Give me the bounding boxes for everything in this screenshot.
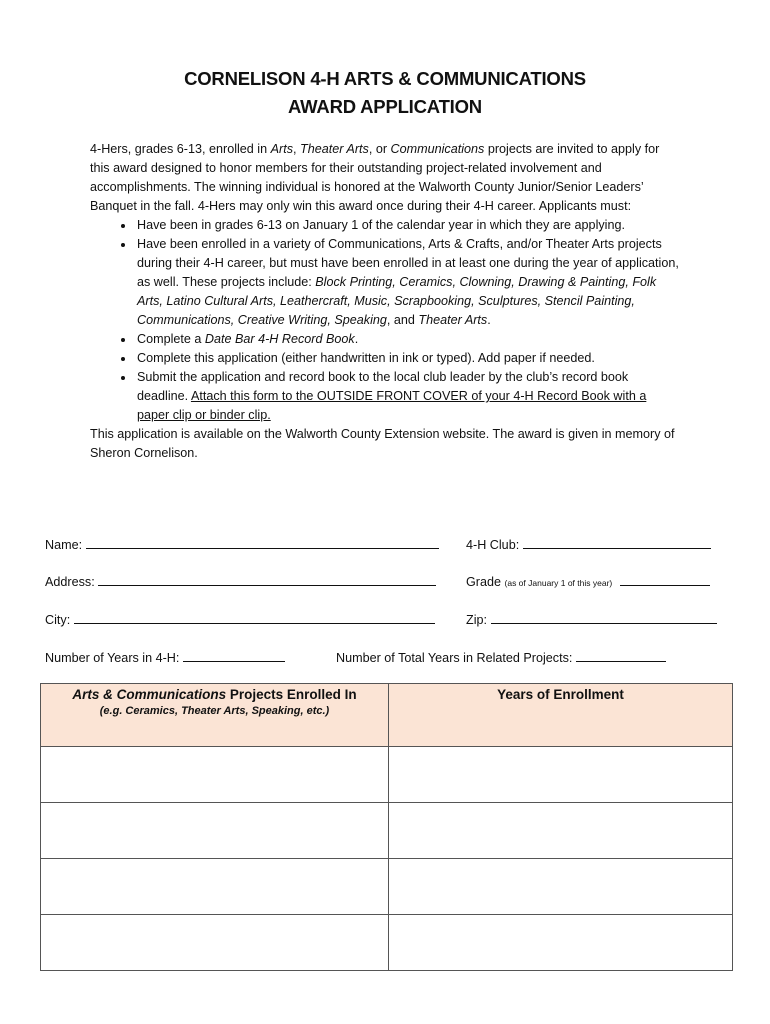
city-label: City: [45, 613, 71, 627]
years-column-header: Years of Enrollment [389, 684, 733, 747]
table-row [41, 803, 733, 859]
project-cell[interactable] [41, 915, 389, 971]
attach-instruction: Attach this form to the OUTSIDE FRONT COVER of your 4-H Record Book with a paper clip or binder clip. [137, 389, 647, 422]
zip-blank[interactable] [491, 611, 717, 624]
zip-label: Zip: [466, 613, 487, 627]
grade-note: (as of January 1 of this year) [504, 578, 613, 588]
name-blank[interactable] [86, 536, 439, 549]
requirement-item: • Complete a Date Bar 4-H Record Book. [135, 330, 680, 349]
table-header-row [41, 684, 733, 747]
projects-column-example: (e.g. Ceramics, Theater Arts, Speaking, etc.) [99, 705, 330, 717]
table-row [41, 859, 733, 915]
years-cell[interactable] [389, 859, 733, 915]
total-years-field [336, 649, 666, 665]
intro-paragraph: 4-Hers, grades 6-13, enrolled in Arts, Theater Arts, or Communications projects are invited to apply for this award designed to honor members for their outstanding project-related involvement and accomplishments. The winning individual is honored at the Walworth County Junior/Senior Leaders’ Banquet in the fall. 4-Hers may only win this award once during their 4-H career. Applicants must: [90, 142, 660, 213]
name-label: Name: [45, 538, 83, 552]
years-cell[interactable] [389, 747, 733, 803]
project-cell[interactable] [41, 859, 389, 915]
instructions [90, 140, 680, 463]
table-row [41, 747, 733, 803]
requirements-list [90, 216, 680, 425]
project-cell[interactable] [41, 747, 389, 803]
city-field [45, 611, 435, 627]
requirement-item: • Have been enrolled in a variety of Communications, Arts & Crafts, and/or Theater Arts projects during their 4-H career, but must have been enrolled in at least one during the year of application, as well. These projects include: Block Printing, Ceramics, Clowning, Drawing & Painting, Folk Arts, Latino Cultural Arts, Leathercraft, Music, Scrapbooking, Sculptures, Stencil Painting, Communications, Creative Writing, Speaking, and Theater Arts. [135, 235, 680, 330]
title-line-1: CORNELISON 4-H ARTS & COMMUNICATIONS [184, 68, 586, 89]
grade-field [466, 573, 710, 589]
city-blank[interactable] [74, 611, 435, 624]
requirement-item: • Complete this application (either handwritten in ink or typed). Add paper if needed. [135, 349, 680, 368]
years-field [45, 649, 285, 665]
title-line-2: AWARD APPLICATION [288, 96, 482, 117]
years-blank[interactable] [183, 649, 285, 662]
closing-paragraph: This application is available on the Walworth County Extension website. The award is given in memory of Sheron Cornelison. [90, 427, 675, 460]
club-field [466, 536, 711, 552]
zip-field [466, 611, 717, 627]
projects-table [40, 683, 733, 971]
years-cell[interactable] [389, 803, 733, 859]
name-field [45, 536, 439, 552]
address-blank[interactable] [98, 573, 436, 586]
club-blank[interactable] [523, 536, 711, 549]
project-cell[interactable] [41, 803, 389, 859]
requirement-item: • Have been in grades 6-13 on January 1 of the calendar year in which they are applying. [135, 216, 680, 235]
address-label: Address: [45, 575, 95, 589]
projects-column-header: Arts & Communications Projects Enrolled In (e.g. Ceramics, Theater Arts, Speaking, etc.) [41, 684, 389, 747]
grade-blank[interactable] [620, 573, 710, 586]
years-label: Number of Years in 4-H: [45, 651, 180, 665]
years-cell[interactable] [389, 915, 733, 971]
grade-label: Grade [466, 575, 502, 589]
club-label: 4-H Club: [466, 538, 520, 552]
total-years-blank[interactable] [576, 649, 666, 662]
total-years-label: Number of Total Years in Related Projects: [336, 651, 573, 665]
table-row [41, 915, 733, 971]
requirement-item: • Submit the application and record book to the local club leader by the club’s record book deadline. Attach this form to the OUTSIDE FRONT COVER of your 4-H Record Book with a paper clip or binder clip. [135, 368, 680, 425]
address-field [45, 573, 436, 589]
